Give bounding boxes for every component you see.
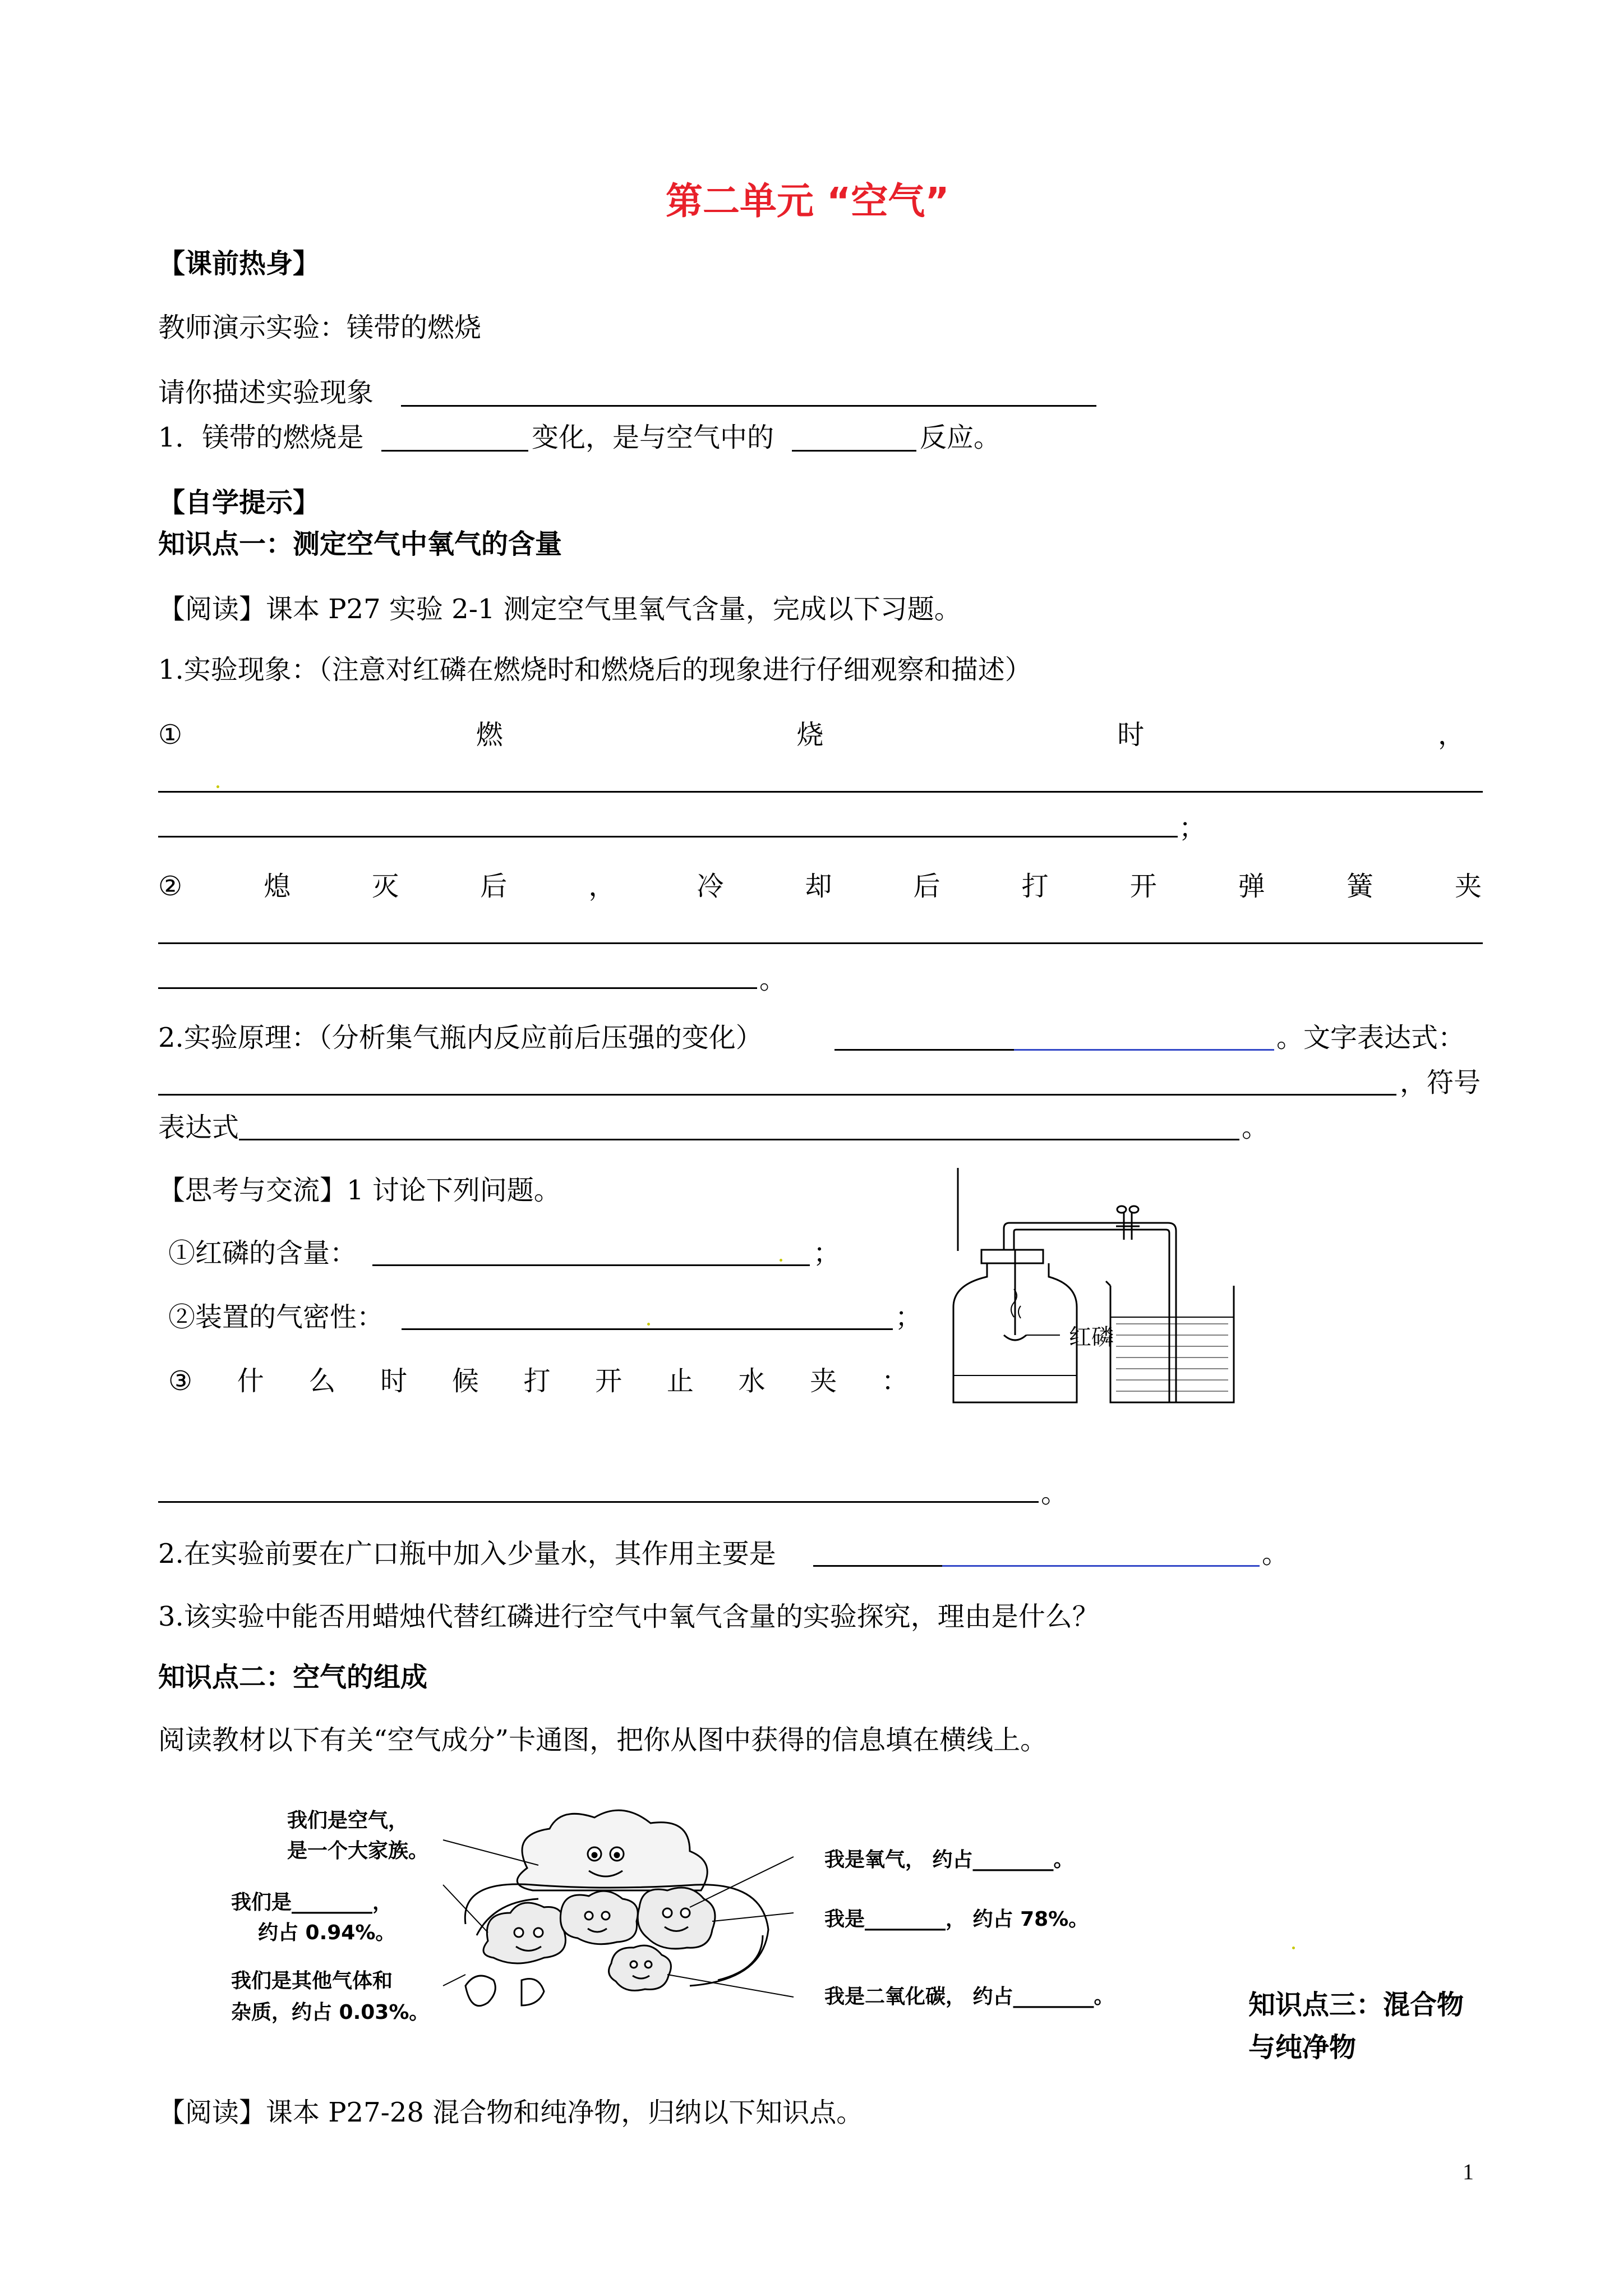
think-q2-blank[interactable] bbox=[402, 1328, 893, 1330]
think-q1-end: ； bbox=[813, 1237, 841, 1269]
period: 。 bbox=[759, 964, 787, 995]
q1-blank-1[interactable] bbox=[381, 450, 528, 452]
q3-char: 开 bbox=[595, 1365, 623, 1397]
describe-blank[interactable] bbox=[401, 405, 1096, 407]
q1-text-a: 1．镁带的燃烧是 bbox=[158, 422, 364, 453]
row2-char: 打 bbox=[1021, 871, 1049, 902]
cartoon-label-oxygen: 我是氧气， 约占________。 bbox=[824, 1848, 1074, 1871]
red-phosphorus-label: 红磷 bbox=[1069, 1324, 1114, 1350]
stray-dot bbox=[780, 1259, 782, 1262]
demo-text: 教师演示实验：镁带的燃烧 bbox=[158, 312, 482, 343]
section-selfstudy-header: 【自学提示】 bbox=[158, 487, 320, 518]
water-end: 。 bbox=[1262, 1538, 1289, 1570]
knowledge-point-3-line2: 与纯净物 bbox=[1248, 2032, 1357, 2063]
q1-text-b: 变化，是与空气中的 bbox=[532, 422, 774, 453]
water-blank-black[interactable] bbox=[813, 1565, 942, 1567]
knowledge-point-3-line1: 知识点三：混合物 bbox=[1248, 1989, 1464, 2021]
describe-text: 请你描述实验现象 bbox=[158, 377, 374, 408]
row2-char: 夹 bbox=[1454, 871, 1482, 902]
stray-dot bbox=[1292, 1947, 1295, 1949]
think-q1: ①红磷的含量： bbox=[168, 1237, 357, 1269]
cartoon-label-other-2: 杂质，约占 0.03%。 bbox=[231, 2001, 430, 2024]
q3-char: 水 bbox=[738, 1365, 766, 1397]
section-warmup-header: 【课前热身】 bbox=[158, 248, 320, 279]
q3-char: ③ bbox=[168, 1365, 193, 1397]
page-title: 第二单元 “空气” bbox=[666, 180, 949, 223]
q3-char: 时 bbox=[380, 1365, 408, 1397]
water-question: 2.在实验前要在广口瓶中加入少量水，其作用主要是 bbox=[158, 1538, 776, 1570]
observation-blank-3[interactable] bbox=[158, 942, 1483, 944]
row2-char: 后 bbox=[913, 871, 940, 902]
principle-blank-blue[interactable] bbox=[1014, 1049, 1274, 1051]
read-instruction-1: 【阅读】课本 P27 实验 2-1 测定空气里氧气含量，完成以下习题。 bbox=[158, 593, 961, 625]
think-header: 【思考与交流】1 讨论下列问题。 bbox=[158, 1175, 561, 1206]
q3-char: ： bbox=[881, 1365, 909, 1397]
row2-char: 开 bbox=[1129, 871, 1157, 902]
observation-blank-2[interactable] bbox=[158, 836, 1178, 838]
q1-text-c: 反应。 bbox=[920, 422, 1001, 453]
observation-text: 1.实验现象：（注意对红磷在燃烧时和燃烧后的现象进行仔细观察和描述） bbox=[158, 654, 1032, 685]
q3-char: 候 bbox=[451, 1365, 479, 1397]
q3-char: 么 bbox=[308, 1365, 336, 1397]
row1-char: 时 bbox=[1117, 719, 1145, 751]
think-q2: ②装置的气密性： bbox=[168, 1301, 384, 1333]
q3-char: 什 bbox=[237, 1365, 264, 1397]
semicolon: ； bbox=[1179, 812, 1206, 844]
air-composition-cartoon bbox=[426, 1801, 819, 2019]
cartoon-label-air-1: 我们是空气， bbox=[287, 1809, 409, 1832]
row2-char: ， bbox=[588, 871, 616, 902]
q3-char: 夹 bbox=[810, 1365, 837, 1397]
cartoon-label-co2: 我是二氧化碳， 约占________。 bbox=[824, 1985, 1114, 2008]
think-q3-blank[interactable] bbox=[158, 1501, 1039, 1503]
symbol-end: 。 bbox=[1242, 1112, 1269, 1143]
cartoon-label-other-1: 我们是其他气体和 bbox=[231, 1970, 393, 1993]
principle-end: 。文字表达式： bbox=[1276, 1022, 1465, 1053]
oxygen-apparatus-diagram bbox=[931, 1167, 1256, 1414]
think-q3-row bbox=[168, 1365, 909, 1397]
row2-char: 冷 bbox=[697, 871, 724, 902]
q3-char: 止 bbox=[666, 1365, 694, 1397]
word-equation-blank[interactable] bbox=[158, 1094, 1396, 1096]
candle-question: 3.该实验中能否用蜡烛代替红磷进行空气中氧气含量的实验探究，理由是什么？ bbox=[158, 1601, 1099, 1632]
page-number: 1 bbox=[1463, 2159, 1474, 2184]
row1-char: 烧 bbox=[796, 719, 824, 751]
row2-char: 熄 bbox=[264, 871, 291, 902]
q3-char: 打 bbox=[523, 1365, 551, 1397]
principle-blank-black[interactable] bbox=[834, 1049, 1014, 1051]
row1-char: ， bbox=[1437, 719, 1465, 751]
row2-char: ② bbox=[158, 871, 183, 902]
cartoon-label-air-2: 是一个大家族。 bbox=[287, 1839, 429, 1862]
cartoon-label-nitrogen: 我是________， 约占 78%。 bbox=[824, 1908, 1089, 1931]
observation-row-1 bbox=[158, 719, 1465, 751]
read-instruction-2: 【阅读】课本 P27-28 混合物和纯净物，归纳以下知识点。 bbox=[158, 2097, 864, 2128]
row2-char: 却 bbox=[805, 871, 832, 902]
kp2-intro: 阅读教材以下有关“空气成分”卡通图，把你从图中获得的信息填在横线上。 bbox=[158, 1724, 1048, 1756]
symbol-text-a: ，符号 bbox=[1400, 1067, 1481, 1098]
row2-char: 后 bbox=[480, 871, 508, 902]
row2-char: 灭 bbox=[372, 871, 399, 902]
knowledge-point-1: 知识点一：测定空气中氧气的含量 bbox=[158, 528, 562, 560]
water-blank-blue[interactable] bbox=[942, 1565, 1260, 1567]
stray-dot bbox=[216, 785, 219, 788]
row2-char: 弹 bbox=[1238, 871, 1265, 902]
cartoon-label-noble-gas-2: 约占 0.94%。 bbox=[258, 1921, 396, 1944]
think-q1-blank[interactable] bbox=[372, 1264, 810, 1266]
row2-char: 簧 bbox=[1346, 871, 1373, 902]
q1-blank-2[interactable] bbox=[792, 450, 916, 452]
observation-blank-4[interactable] bbox=[158, 987, 757, 989]
observation-blank-1[interactable] bbox=[158, 791, 1483, 793]
think-q3-end: 。 bbox=[1041, 1478, 1068, 1509]
stray-dot bbox=[647, 1323, 650, 1326]
knowledge-point-2: 知识点二：空气的组成 bbox=[158, 1662, 428, 1693]
row1-char: 燃 bbox=[476, 719, 503, 751]
cartoon-label-noble-gas-1: 我们是________， bbox=[231, 1891, 393, 1914]
symbol-text-b: 表达式 bbox=[158, 1112, 239, 1143]
symbol-equation-blank[interactable] bbox=[239, 1139, 1239, 1140]
think-q2-end: ； bbox=[895, 1301, 923, 1333]
principle-text: 2.实验原理：（分析集气瓶内反应前后压强的变化） bbox=[158, 1022, 763, 1053]
observation-row-2 bbox=[158, 873, 1482, 900]
row1-char: ① bbox=[158, 719, 183, 751]
